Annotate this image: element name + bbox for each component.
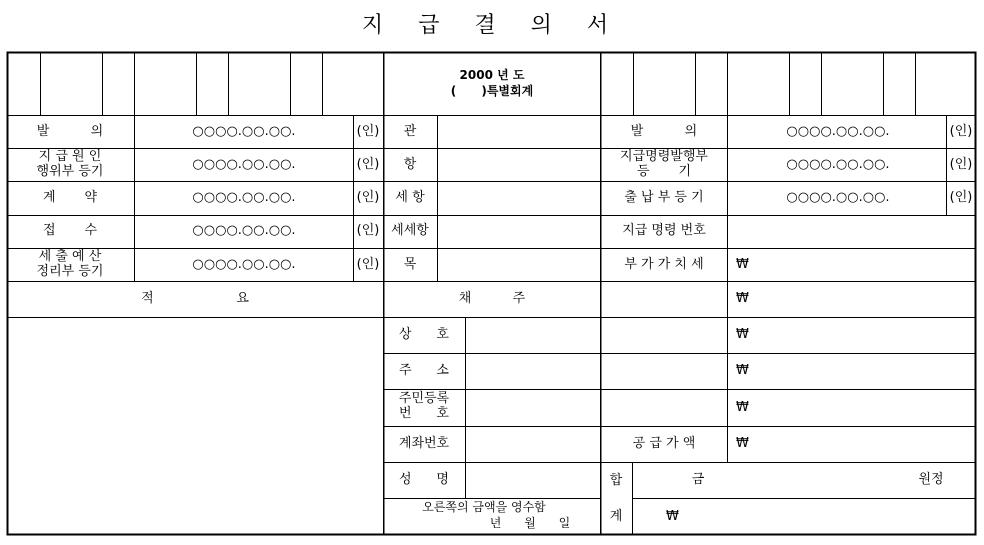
left-row-label: 지 급 원 인 행위부 등기 [36, 149, 104, 179]
won-sign: ₩ [666, 509, 679, 524]
left-row-label: 접 수 [42, 223, 98, 238]
total-label-top: 합 [609, 473, 623, 488]
right-row-seal: (인) [949, 157, 973, 172]
left-row-date: ○○○○.○○.○○. [192, 157, 296, 172]
right-row-date: ○○○○.○○.○○. [786, 157, 890, 172]
won-sign: ₩ [736, 400, 749, 415]
won-sign: ₩ [736, 363, 749, 378]
supply-amount-label: 공 급 가 액 [632, 436, 696, 451]
budget-item-label: 항 [403, 157, 417, 172]
receipt-date: 년 월 일 [489, 516, 571, 530]
creditor-row-label: 성 명 [399, 472, 449, 487]
right-row-date: ○○○○.○○.○○. [786, 190, 890, 205]
left-row-date: ○○○○.○○.○○. [192, 223, 296, 238]
left-row-label: 계 약 [42, 190, 98, 205]
receipt-statement: 오른쪽의 금액을 영수함 [422, 500, 546, 514]
budget-item-label: 세세항 [391, 223, 429, 238]
right-row-date: ○○○○.○○.○○. [786, 124, 890, 139]
left-row-date: ○○○○.○○.○○. [192, 190, 296, 205]
budget-item-label: 목 [403, 257, 417, 272]
payment-number-label: 지급 명령 번호 [622, 223, 706, 238]
won-sign: ₩ [736, 257, 749, 272]
won-jeong-label: 원정 [918, 472, 944, 487]
left-row-seal: (인) [356, 223, 380, 238]
creditor-row-label: 주민등록 번 호 [398, 391, 450, 421]
creditor-row-label: 상 호 [399, 327, 449, 342]
special-account: ( )특별회계 [450, 84, 534, 98]
won-sign: ₩ [736, 327, 749, 342]
right-row-label: 지급명령발행부 등 기 [620, 149, 708, 179]
creditor-label: 채 주 [458, 291, 526, 306]
summary-label: 적 요 [141, 291, 249, 306]
amount-label: 금 [691, 472, 705, 487]
right-row-seal: (인) [949, 190, 973, 205]
won-sign: ₩ [736, 436, 749, 451]
document-title: 지 급 결 의 서 [361, 13, 623, 38]
left-row-label: 세 출 예 산 정리부 등기 [36, 249, 104, 279]
right-row-label: 출 납 부 등 기 [624, 190, 704, 205]
creditor-row-label: 주 소 [399, 363, 449, 378]
vat-label: 부 가 가 치 세 [624, 257, 704, 272]
right-row-seal: (인) [949, 124, 973, 139]
total-label-bottom: 계 [609, 509, 623, 524]
left-row-date: ○○○○.○○.○○. [192, 257, 296, 272]
left-row-seal: (인) [356, 157, 380, 172]
left-row-seal: (인) [356, 190, 380, 205]
budget-item-label: 세 항 [395, 190, 425, 205]
creditor-row-label: 계좌번호 [398, 436, 450, 451]
left-row-seal: (인) [356, 124, 380, 139]
right-row-label: 발 의 [630, 124, 698, 139]
left-row-seal: (인) [356, 257, 380, 272]
left-row-date: ○○○○.○○.○○. [192, 124, 296, 139]
fiscal-year: 2000 년 도 [459, 68, 525, 82]
budget-item-label: 관 [403, 124, 417, 139]
left-row-label: 발 의 [36, 124, 104, 139]
won-sign: ₩ [736, 291, 749, 306]
